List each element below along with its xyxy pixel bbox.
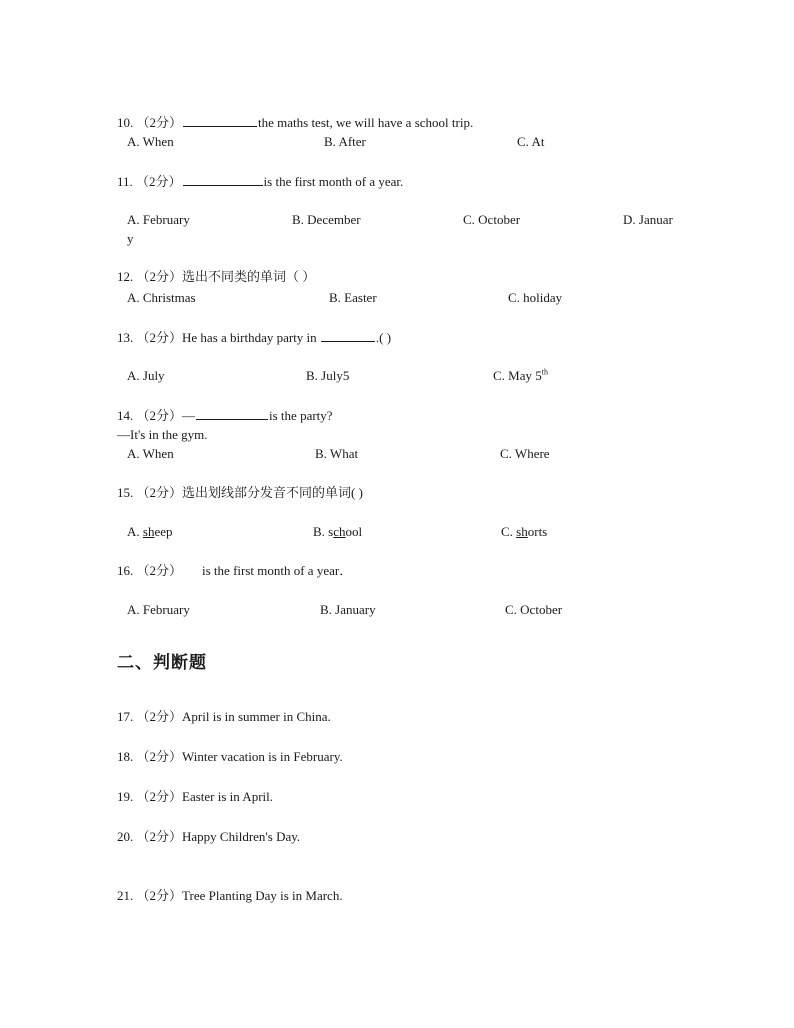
question-text: He has a birthday party in: [182, 330, 320, 345]
question-number: 19.: [117, 789, 134, 804]
option-rest: ool: [345, 524, 363, 539]
question-score: （2分）: [136, 408, 183, 423]
question-text: is the first month of a year．: [202, 563, 353, 578]
question-text: Happy Children's Day.: [182, 829, 301, 844]
section-title: 二、判断题: [117, 653, 207, 673]
option-a: A. February: [127, 602, 190, 617]
option-rest: eep: [154, 524, 173, 539]
option-c: [493, 368, 548, 384]
question-14: [117, 407, 333, 424]
answer-blank: [321, 329, 375, 342]
option-rest: orts: [527, 524, 548, 539]
question-text: is the party?: [269, 408, 333, 423]
question-text: the maths test, we will have a school trip.: [258, 115, 474, 130]
question-score: （2分）: [136, 115, 183, 130]
option-c: C. Where: [500, 446, 550, 461]
option-prefix: B.: [313, 524, 329, 539]
option-a: [127, 524, 173, 540]
option-c: [501, 524, 547, 540]
ordinal-suffix: th: [541, 367, 548, 377]
option-a: A. February: [127, 212, 190, 227]
option-c: C. October: [505, 602, 563, 617]
option-b: B. January: [320, 602, 376, 617]
underlined-letters: ch: [333, 524, 346, 539]
question-number: 15.: [117, 485, 134, 500]
question-score: （2分）: [136, 330, 183, 345]
question-number: 14.: [117, 408, 134, 423]
question-score: （2分）: [136, 269, 183, 284]
answer-blank: [183, 114, 257, 127]
question-13: [117, 329, 391, 346]
option-c: C. At: [517, 134, 545, 149]
question-14-line2: —It's in the gym.: [117, 427, 208, 442]
option-c: C. October: [463, 212, 521, 227]
question-score: （2分）: [136, 563, 183, 578]
option-b: B. December: [292, 212, 361, 227]
question-11: [117, 173, 403, 190]
option-b: B. July5: [306, 368, 350, 383]
option-prefix: C.: [501, 524, 517, 539]
question-17: [117, 709, 331, 725]
option-d-wrap: y: [127, 231, 134, 246]
question-18: [117, 749, 343, 765]
question-score: （2分）: [136, 174, 182, 189]
question-score: （2分）: [136, 485, 183, 500]
question-text-end: .( ): [375, 330, 392, 345]
answer-blank: [183, 173, 263, 186]
question-score: （2分）: [136, 888, 183, 903]
option-a: A. Christmas: [127, 290, 196, 305]
question-score: （2分）: [136, 829, 183, 844]
question-number: 11.: [117, 174, 133, 189]
question-16: [117, 563, 352, 579]
option-prefix: A.: [127, 524, 143, 539]
question-text: 选出不同类的单词（ ）: [182, 269, 316, 284]
question-12: [117, 269, 315, 285]
option-c: C. holiday: [508, 290, 563, 305]
question-text: 选出划线部分发音不同的单词( ): [182, 485, 363, 500]
option-pre: s: [328, 524, 334, 539]
question-text: Easter is in April.: [182, 789, 274, 804]
option-b: B. What: [315, 446, 359, 461]
option-a: A. When: [127, 134, 174, 149]
question-text: April is in summer in China.: [182, 709, 331, 724]
option-a: A. July: [127, 368, 165, 383]
question-score: （2分）: [136, 709, 183, 724]
option-a: A. When: [127, 446, 174, 461]
option-d: D. Januar: [623, 212, 673, 227]
option-b: B. Easter: [329, 290, 377, 305]
question-15: [117, 485, 363, 501]
question-number: 16.: [117, 563, 134, 578]
question-number: 18.: [117, 749, 134, 764]
underlined-letters: sh: [142, 524, 155, 539]
underlined-letters: sh: [516, 524, 528, 539]
question-number: 13.: [117, 330, 134, 345]
question-number: 12.: [117, 269, 134, 284]
question-19: [117, 789, 273, 805]
question-number: 17.: [117, 709, 134, 724]
option-b: B. After: [324, 134, 366, 149]
question-number: 21.: [117, 888, 134, 903]
question-text: Tree Planting Day is in March.: [182, 888, 343, 903]
question-number: 20.: [117, 829, 134, 844]
question-number: 10.: [117, 115, 134, 130]
question-text: is the first month of a year.: [263, 174, 404, 189]
question-10: [117, 114, 473, 131]
question-text: Winter vacation is in February.: [182, 749, 343, 764]
dash: —: [182, 408, 196, 423]
question-score: （2分）: [136, 749, 183, 764]
option-c-text: C. May 5: [493, 368, 542, 383]
question-20: [117, 829, 300, 845]
option-b: [313, 524, 362, 540]
question-score: （2分）: [136, 789, 183, 804]
question-21: [117, 888, 343, 904]
answer-blank: [196, 407, 268, 420]
